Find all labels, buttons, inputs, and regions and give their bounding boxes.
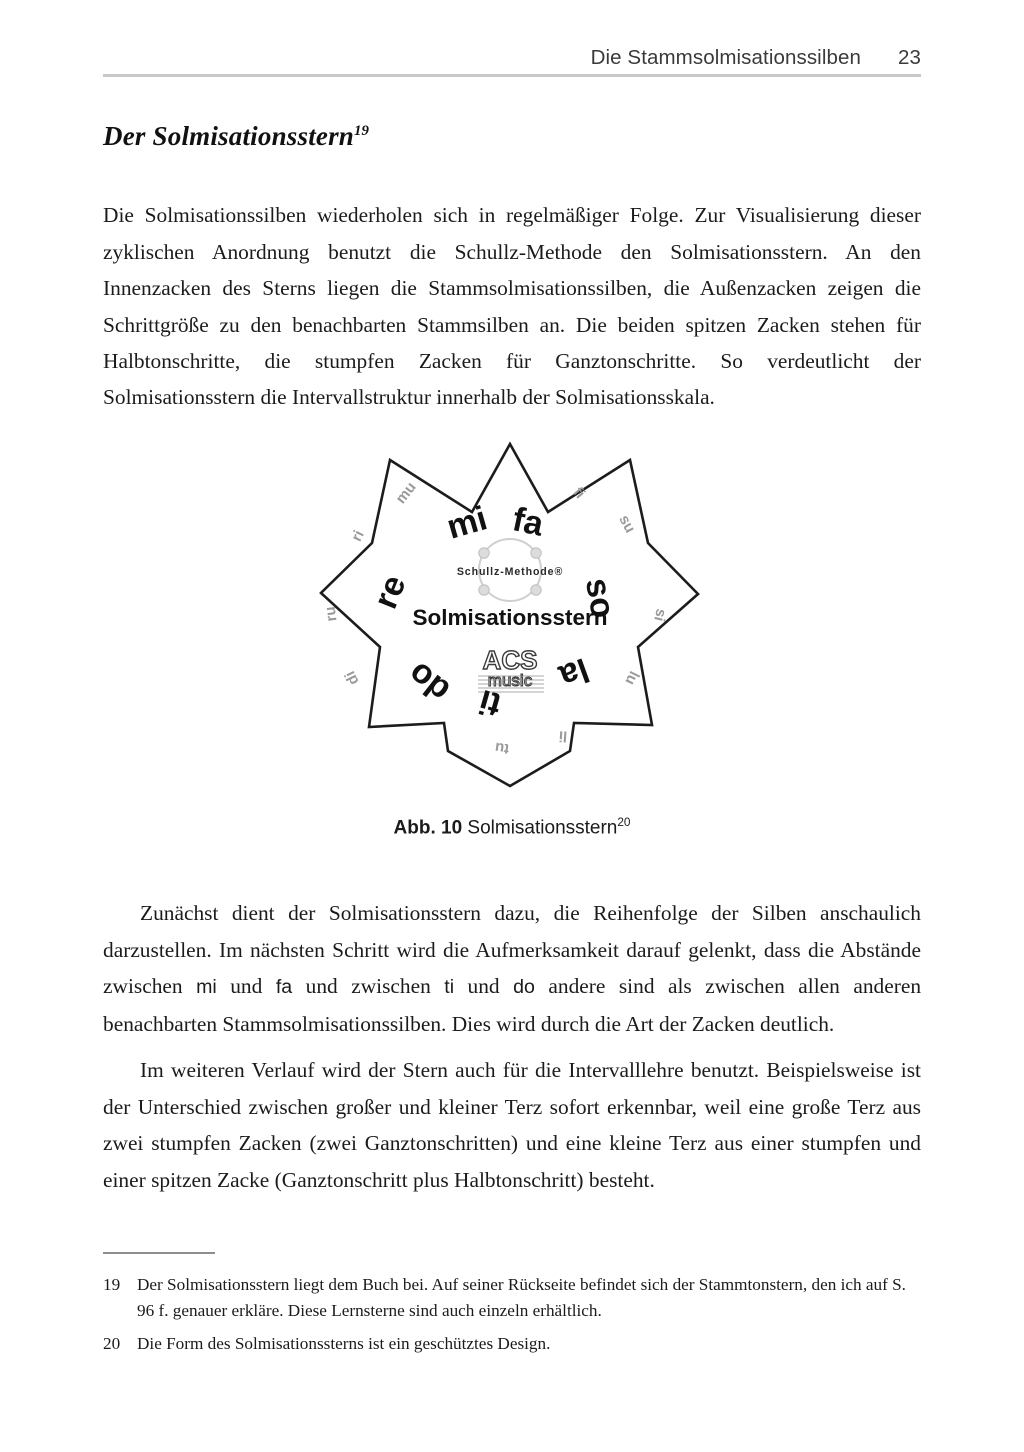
- outer-syllable-mu: mu: [392, 478, 420, 508]
- figure-caption-label: Abb. 10: [393, 817, 463, 839]
- figure-caption-text: Solmisationsstern: [467, 817, 618, 839]
- paragraph-two-part-b: und: [216, 974, 276, 999]
- running-header: [103, 36, 921, 70]
- footnote-list: [103, 1272, 921, 1363]
- section-heading: [103, 121, 369, 152]
- outer-syllable-lu: lu: [621, 668, 643, 688]
- footnote-number: 20: [103, 1333, 121, 1353]
- outer-syllable-ru: ru: [321, 605, 341, 623]
- outer-syllable-fi: fi: [569, 484, 589, 502]
- footnote-item: [103, 1272, 921, 1325]
- outer-syllable-ri: ri: [348, 527, 368, 545]
- page-number: 23: [897, 46, 921, 69]
- figure-caption: [103, 816, 921, 839]
- outer-syllable-li: li: [558, 727, 568, 745]
- paragraph-two-part-c: und zwischen: [292, 974, 445, 999]
- inline-syllable-mi: mi: [196, 976, 217, 999]
- paragraph-two-part-e: andere sind als zwischen allen anderen benachbarten Stammsolmisationssilben. Dies wird durch die Art der Zacken deutlich.: [103, 974, 922, 1036]
- outer-syllable-tu: tu: [493, 738, 511, 758]
- paragraph-two-part-d: und: [454, 974, 514, 999]
- inline-syllable-do: do: [513, 976, 535, 999]
- star-center-title: Solmisationsstern: [412, 605, 608, 630]
- header-rule: [103, 74, 921, 77]
- footnote-item: [103, 1331, 921, 1357]
- footnote-text: Der Solmisationsstern liegt dem Buch bei. Auf seiner Rückseite befindet sich der Stammtonstern, den ich auf S. 96 f. genauer erkläre. Diese Lernsterne sind auch einzeln erhältlich.: [137, 1275, 906, 1321]
- star-diagram: [302, 420, 718, 820]
- heading-footnote-marker: 19: [354, 123, 369, 140]
- star-svg: [302, 420, 718, 820]
- running-title: Die Stammsolmisationssilben: [590, 46, 861, 69]
- outer-syllable-su: su: [615, 512, 639, 536]
- paragraph-three: Im weiteren Verlauf wird der Stern auch für die Intervalllehre benutzt. Beispielsweise ist der Unterschied zwischen großer und kleiner Terz sofort erkennbar, weil eine große Terz aus zwei stumpfen Zacken (zwei Ganztonschritten) und eine kleine Terz aus einer stumpfen und einer spitzen Zacke (Ganztonschritt plus Halbtonschritt) besteht.: [103, 1058, 921, 1192]
- inner-syllable-la: la: [554, 650, 594, 696]
- brand-logo-text: Schullz-Methode®: [456, 566, 564, 578]
- inner-syllable-fa: fa: [509, 500, 547, 544]
- paragraph-intro: Die Solmisationssilben wiederholen sich in regelmäßiger Folge. Zur Visualisierung dieser zyklischen Anordnung benutzt die Schullz-Methode den Solmisationsstern. An den Innenzacken des Sterns liegen die Stammsolmisationssilben, die Außenzacken zeigen die Schrittgröße zu den benachbarten Stammsilben an. Die beiden spitzen Zacken stehen für Halbtonschritte, die stumpfen Zacken für Ganztonschritte. So verdeutlicht der Solmisationsstern die Intervallstruktur innerhalb der Solmisationsskala.: [103, 203, 921, 410]
- inner-syllable-do: do: [400, 654, 458, 710]
- figure-caption-footnote-marker: 20: [617, 816, 631, 829]
- acs-logo-line1: ACS: [482, 645, 538, 675]
- figure-solmisationsstern: [103, 420, 921, 840]
- paragraph-two-part-a: Zunächst dient der Solmisationsstern dazu, die Reihenfolge der Silben anschaulich darzustellen. Im nächsten Schritt wird die Aufmerksamkeit darauf gelenkt, dass die Abstände zwischen: [103, 901, 921, 999]
- section-heading-text: Der Solmisationsstern: [103, 121, 355, 152]
- outer-syllable-si: si: [650, 606, 670, 624]
- footnote-text: Die Form des Solmisationssterns ist ein geschütztes Design.: [137, 1333, 551, 1353]
- inner-syllable-mi: mi: [442, 499, 492, 547]
- inner-syllable-ti: ti: [474, 681, 506, 725]
- paragraph-two: [103, 895, 921, 1042]
- inline-syllable-ti: ti: [444, 976, 455, 999]
- outer-syllable-di: di: [341, 668, 363, 688]
- acs-logo-line2: music: [487, 671, 533, 690]
- footnote-separator-rule: [103, 1252, 215, 1254]
- inline-syllable-fa: fa: [275, 976, 293, 999]
- inner-syllable-so: so: [577, 575, 623, 621]
- footnote-number: 19: [103, 1275, 121, 1294]
- inner-syllable-re: re: [366, 569, 414, 615]
